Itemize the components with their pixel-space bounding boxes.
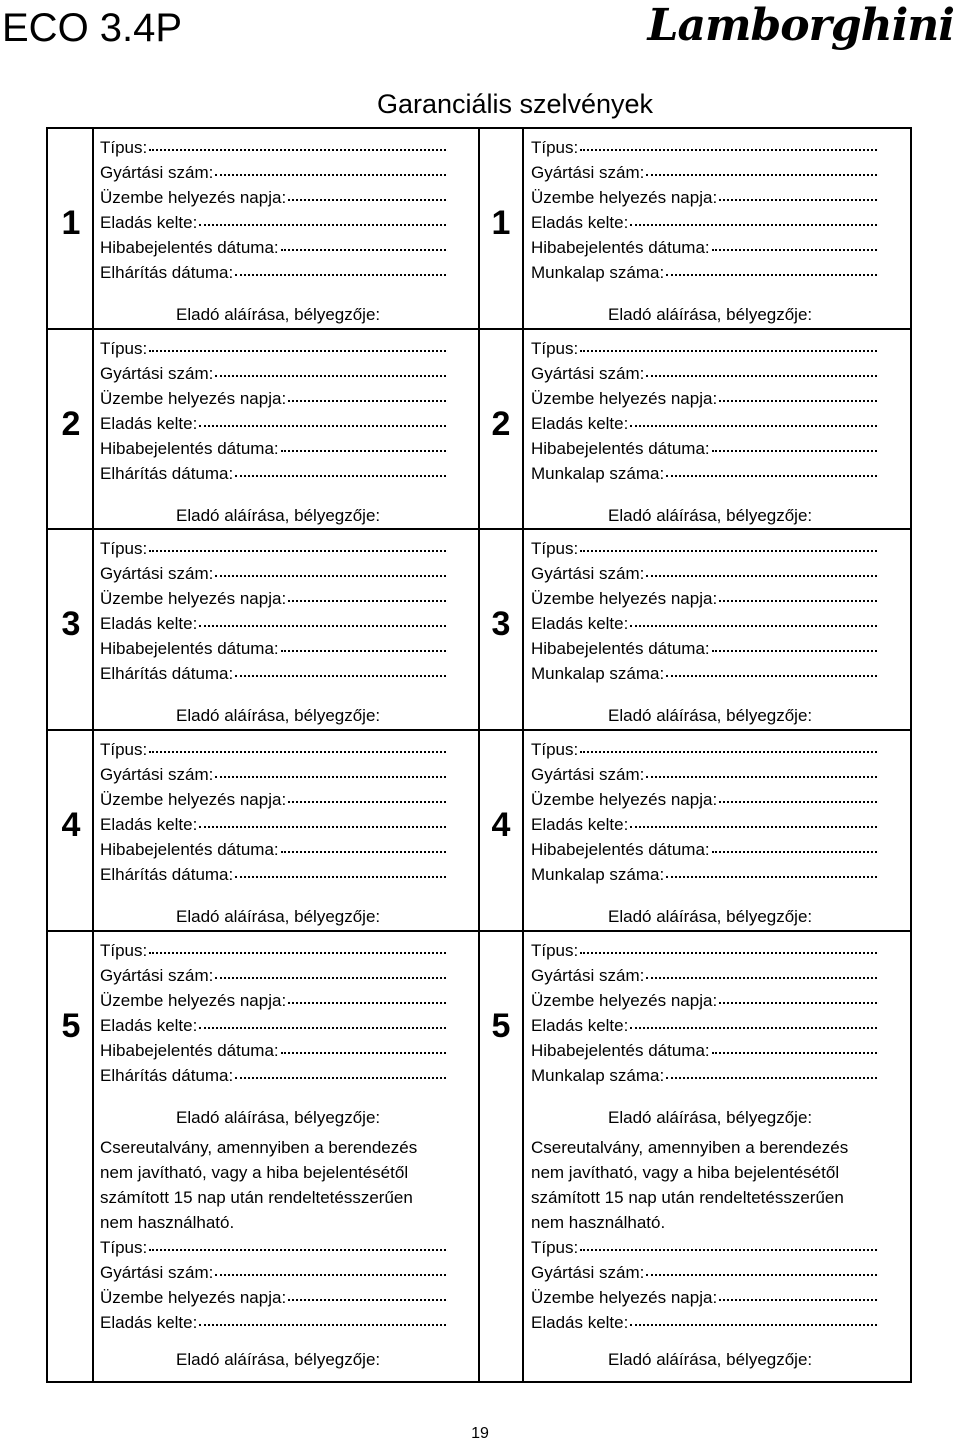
fill-in-line[interactable] [288,586,446,602]
fill-in-line[interactable] [215,1260,446,1276]
field-label: Eladás kelte: [531,1313,629,1332]
field-eladas [100,611,446,636]
field-gyartasi-szam [100,361,446,386]
fill-in-line[interactable] [666,461,877,477]
field-label: Gyártási szám: [531,1263,645,1282]
fill-in-line[interactable] [281,837,446,853]
field-label: Típus: [100,339,148,358]
field-label: Üzembe helyezés napja: [100,188,287,207]
field-elharitas [100,862,446,887]
fill-in-line[interactable] [199,1013,446,1029]
coupon-number: 5 [61,1007,81,1045]
field-uzembe [531,386,877,411]
field-label: Típus: [100,138,148,157]
field-label: Elhárítás dátuma: [100,664,234,683]
field-eladas [531,210,877,235]
coupon-number: 4 [491,806,511,844]
field-tipus [531,938,877,963]
coupon-number: 2 [61,405,81,443]
fill-in-line[interactable] [646,361,877,377]
fill-in-line[interactable] [712,436,877,452]
field-eladas [531,1310,877,1335]
coupon-number: 2 [491,405,511,443]
seller-signature-label: Eladó aláírása, bélyegzője: [608,1350,813,1369]
fill-in-line[interactable] [215,762,446,778]
field-label: Típus: [100,1238,148,1257]
field-label: Hibabejelentés dátuma: [531,1041,710,1060]
fill-in-line[interactable] [646,160,877,176]
fill-in-line[interactable] [666,661,877,677]
fill-in-line[interactable] [646,762,877,778]
fill-in-line[interactable] [288,1285,446,1301]
fill-in-line[interactable] [235,862,446,878]
field-munkalap [531,862,877,887]
field-label: Munkalap száma: [531,664,665,683]
fill-in-line[interactable] [235,260,446,276]
row-divider [48,528,910,530]
seller-signature-label: Eladó aláírása, bélyegzője: [608,1108,813,1127]
field-label: Típus: [531,138,579,157]
fill-in-line[interactable] [199,611,446,627]
field-label: Hibabejelentés dátuma: [100,840,279,859]
fill-in-line[interactable] [580,938,877,954]
field-uzembe [100,586,446,611]
field-label: Munkalap száma: [531,865,665,884]
brand-logo: Lamborghini [647,0,954,51]
fill-in-line[interactable] [149,336,446,352]
field-uzembe [531,787,877,812]
fill-in-line[interactable] [712,1038,877,1054]
fill-in-line[interactable] [719,386,877,402]
field-label: Gyártási szám: [531,364,645,383]
seller-signature-label: Eladó aláírása, bélyegzője: [176,1108,381,1127]
fill-in-line[interactable] [630,812,877,828]
fill-in-line[interactable] [666,862,877,878]
field-eladas [531,611,877,636]
field-label: Eladás kelte: [100,1016,198,1035]
field-label: Hibabejelentés dátuma: [100,639,279,658]
field-gyartasi-szam [100,762,446,787]
fill-in-line[interactable] [215,963,446,979]
page-title [0,88,930,120]
fill-in-line[interactable] [646,963,877,979]
seller-signature-label: Eladó aláírása, bélyegzője: [176,907,381,926]
fill-in-line[interactable] [281,636,446,652]
fill-in-line[interactable] [235,1063,446,1079]
fill-in-line[interactable] [630,210,877,226]
seller-signature-label: Eladó aláírása, bélyegzője: [608,907,813,926]
field-label: Üzembe helyezés napja: [531,1288,718,1307]
field-gyartasi-szam [531,361,877,386]
field-label: Gyártási szám: [100,564,214,583]
field-label: Gyártási szám: [531,163,645,182]
field-uzembe [531,586,877,611]
exchange-coupon-text [531,1135,911,1235]
field-label: Eladás kelte: [531,614,629,633]
field-label: Hibabejelentés dátuma: [100,1041,279,1060]
left-number-column-divider [92,129,94,1381]
field-label: Gyártási szám: [100,966,214,985]
field-label: Gyártási szám: [531,966,645,985]
field-label: Üzembe helyezés napja: [100,589,287,608]
field-label: Hibabejelentés dátuma: [531,439,710,458]
field-gyartasi-szam [100,561,446,586]
fill-in-line[interactable] [149,737,446,753]
field-label: Üzembe helyezés napja: [531,790,718,809]
field-label: Hibabejelentés dátuma: [531,639,710,658]
exchange-text-line: nem használható. [531,1213,666,1232]
seller-signature-label: Eladó aláírása, bélyegzője: [608,506,813,525]
field-label: Eladás kelte: [531,213,629,232]
field-eladas [100,411,446,436]
fill-in-line[interactable] [288,386,446,402]
coupon-number: 1 [491,204,511,242]
field-eladas [100,1013,446,1038]
right-number-column-divider [522,129,524,1381]
seller-signature-label: Eladó aláírása, bélyegzője: [608,706,813,725]
field-label: Munkalap száma: [531,263,665,282]
field-munkalap [531,1063,877,1088]
field-label: Gyártási szám: [100,765,214,784]
field-gyartasi-szam [531,561,877,586]
exchange-text-line: Csereutalvány, amennyiben a berendezés [100,1138,418,1157]
fill-in-line[interactable] [719,988,877,1004]
exchange-text-line: Csereutalvány, amennyiben a berendezés [531,1138,849,1157]
field-eladas [100,812,446,837]
field-label: Üzembe helyezés napja: [100,1288,287,1307]
field-label: Munkalap száma: [531,1066,665,1085]
field-gyartasi-szam [100,160,446,185]
field-hiba [100,1038,446,1063]
field-eladas [100,1310,446,1335]
field-hiba [531,436,877,461]
field-tipus [531,1235,877,1260]
field-label: Gyártási szám: [531,765,645,784]
fill-in-line[interactable] [149,135,446,151]
row-divider [48,930,910,932]
field-uzembe [531,988,877,1013]
model-title: ECO 3.4P [2,6,183,50]
field-tipus [100,536,446,561]
field-eladas [100,210,446,235]
fill-in-line[interactable] [199,812,446,828]
field-label: Üzembe helyezés napja: [100,389,287,408]
fill-in-line[interactable] [235,661,446,677]
field-label: Gyártási szám: [531,564,645,583]
field-label: Hibabejelentés dátuma: [531,238,710,257]
field-eladas [531,812,877,837]
field-label: Gyártási szám: [100,163,214,182]
field-uzembe [100,787,446,812]
field-label: Üzembe helyezés napja: [531,589,718,608]
field-hiba [531,1038,877,1063]
field-hiba [100,636,446,661]
field-eladas [531,1013,877,1038]
field-label: Eladás kelte: [531,815,629,834]
field-label: Eladás kelte: [531,414,629,433]
field-uzembe [100,1285,446,1310]
field-label: Gyártási szám: [100,364,214,383]
exchange-text-line: nem javítható, vagy a hiba bejelentésétől [100,1163,409,1182]
exchange-text-line: számított 15 nap után rendeltetésszerűen [100,1188,413,1207]
field-label: Elhárítás dátuma: [100,1066,234,1085]
field-tipus [100,737,446,762]
field-label: Eladás kelte: [531,1016,629,1035]
fill-in-line[interactable] [630,1310,877,1326]
fill-in-line[interactable] [630,1013,877,1029]
fill-in-line[interactable] [149,536,446,552]
field-label: Eladás kelte: [100,213,198,232]
fill-in-line[interactable] [712,837,877,853]
field-gyartasi-szam [531,1260,877,1285]
fill-in-line[interactable] [712,235,877,251]
fill-in-line[interactable] [719,1285,877,1301]
field-label: Munkalap száma: [531,464,665,483]
coupon-number: 3 [491,605,511,643]
page-title-text: Garanciális szelvények [376,89,654,119]
field-hiba [100,436,446,461]
field-hiba [531,636,877,661]
exchange-text-line: nem használható. [100,1213,235,1232]
field-tipus [531,737,877,762]
fill-in-line[interactable] [630,411,877,427]
fill-in-line[interactable] [712,636,877,652]
field-label: Üzembe helyezés napja: [531,188,718,207]
fill-in-line[interactable] [580,536,877,552]
field-munkalap [531,260,877,285]
page-number: 19 [471,1425,489,1442]
field-label: Elhárítás dátuma: [100,464,234,483]
seller-signature-label: Eladó aláírása, bélyegzője: [608,305,813,324]
fill-in-line[interactable] [580,135,877,151]
field-tipus [100,336,446,361]
fill-in-line[interactable] [199,1310,446,1326]
field-munkalap [531,461,877,486]
field-label: Hibabejelentés dátuma: [531,840,710,859]
fill-in-line[interactable] [630,611,877,627]
field-label: Típus: [100,941,148,960]
row-divider [48,729,910,731]
field-label: Eladás kelte: [100,414,198,433]
exchange-text-line: nem javítható, vagy a hiba bejelentésétől [531,1163,840,1182]
field-label: Eladás kelte: [100,1313,198,1332]
fill-in-line[interactable] [215,561,446,577]
field-label: Típus: [531,339,579,358]
coupon-grid [46,127,912,1383]
field-uzembe [100,185,446,210]
coupon-number: 3 [61,605,81,643]
field-elharitas [100,260,446,285]
seller-signature-label: Eladó aláírása, bélyegzője: [176,506,381,525]
fill-in-line[interactable] [288,787,446,803]
field-gyartasi-szam [100,1260,446,1285]
fill-in-line[interactable] [149,1235,446,1251]
exchange-text-line: számított 15 nap után rendeltetésszerűen [531,1188,844,1207]
field-uzembe [531,1285,877,1310]
fill-in-line[interactable] [646,561,877,577]
field-hiba [100,837,446,862]
field-label: Hibabejelentés dátuma: [100,439,279,458]
exchange-coupon-text [100,1135,480,1235]
fill-in-line[interactable] [719,787,877,803]
fill-in-line[interactable] [281,235,446,251]
fill-in-line[interactable] [281,436,446,452]
field-label: Üzembe helyezés napja: [100,790,287,809]
field-gyartasi-szam [531,160,877,185]
field-label: Üzembe helyezés napja: [100,991,287,1010]
field-label: Elhárítás dátuma: [100,865,234,884]
fill-in-line[interactable] [199,210,446,226]
fill-in-line[interactable] [215,361,446,377]
field-elharitas [100,661,446,686]
field-label: Eladás kelte: [100,815,198,834]
field-label: Típus: [531,1238,579,1257]
field-gyartasi-szam [100,963,446,988]
fill-in-line[interactable] [199,411,446,427]
coupon-number: 4 [61,806,81,844]
fill-in-line[interactable] [646,1260,877,1276]
field-tipus [531,536,877,561]
field-hiba [100,235,446,260]
fill-in-line[interactable] [666,260,877,276]
coupon-number: 1 [61,204,81,242]
field-label: Típus: [100,740,148,759]
field-label: Eladás kelte: [100,614,198,633]
field-elharitas [100,1063,446,1088]
field-uzembe [100,988,446,1013]
fill-in-line[interactable] [235,461,446,477]
field-tipus [531,336,877,361]
field-label: Elhárítás dátuma: [100,263,234,282]
fill-in-line[interactable] [719,185,877,201]
field-hiba [531,837,877,862]
field-label: Típus: [531,941,579,960]
seller-signature-label: Eladó aláírása, bélyegzője: [176,1350,381,1369]
field-eladas [531,411,877,436]
field-label: Gyártási szám: [100,1263,214,1282]
fill-in-line[interactable] [666,1063,877,1079]
fill-in-line[interactable] [288,988,446,1004]
fill-in-line[interactable] [215,160,446,176]
field-label: Üzembe helyezés napja: [531,389,718,408]
field-tipus [531,135,877,160]
field-label: Típus: [531,740,579,759]
fill-in-line[interactable] [580,336,877,352]
fill-in-line[interactable] [288,185,446,201]
field-gyartasi-szam [531,963,877,988]
fill-in-line[interactable] [149,938,446,954]
field-uzembe [531,185,877,210]
field-gyartasi-szam [531,762,877,787]
fill-in-line[interactable] [281,1038,446,1054]
seller-signature-label: Eladó aláírása, bélyegzője: [176,305,381,324]
field-label: Hibabejelentés dátuma: [100,238,279,257]
field-label: Típus: [531,539,579,558]
seller-signature-label: Eladó aláírása, bélyegzője: [176,706,381,725]
field-elharitas [100,461,446,486]
field-label: Típus: [100,539,148,558]
field-tipus [100,938,446,963]
field-tipus [100,135,446,160]
field-hiba [531,235,877,260]
fill-in-line[interactable] [719,586,877,602]
field-label: Üzembe helyezés napja: [531,991,718,1010]
field-munkalap [531,661,877,686]
row-divider [48,328,910,330]
fill-in-line[interactable] [580,737,877,753]
field-tipus [100,1235,446,1260]
coupon-number: 5 [491,1007,511,1045]
field-uzembe [100,386,446,411]
fill-in-line[interactable] [580,1235,877,1251]
